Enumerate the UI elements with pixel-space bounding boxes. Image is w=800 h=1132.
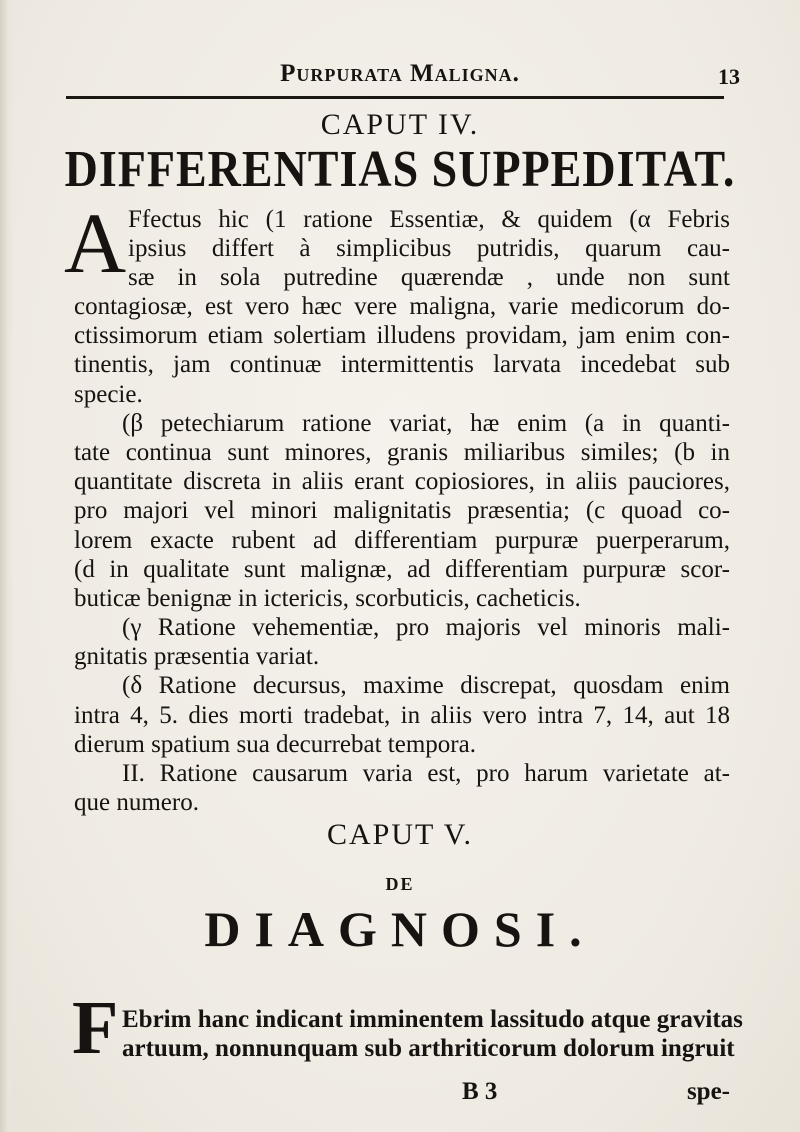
chapter-5-body (122, 1005, 743, 1063)
text-line: ctissimorum etiam solertiam illudens providam, jam enim con- (74, 322, 730, 350)
text-line: dierum spatium sua decurrebat tempora. (74, 730, 476, 758)
text-line: (d in qualitate sunt malignæ, ad differentiam purpuræ scor- (74, 555, 730, 583)
text-line: lorem exacte rubent ad differentiam purpuræ puerperarum, (74, 526, 730, 554)
chapter-5-title: DIAGNOSI. (204, 901, 596, 957)
chapter-4-drop-cap: A (64, 195, 127, 291)
text-line: quantitate discreta in aliis erant copiosiores, in aliis pauciores, (74, 468, 730, 496)
text-line: tinentis, jam continuæ intermittentis larvata incedebat sub (74, 351, 730, 379)
page-number: 13 (718, 64, 740, 89)
text-line: (β petechiarum ratione variat, hæ enim (a in quanti- (122, 409, 730, 437)
text-line: que numero. (74, 789, 199, 817)
text-line: gnitatis præsentia variat. (74, 643, 320, 671)
text-line: intra 4, 5. dies morti tradebat, in aliis vero intra 7, 14, aut 18 (74, 701, 730, 729)
header-rule (66, 96, 724, 99)
text-line: artuum, nonnunquam sub arthriticorum dolorum ingruit (122, 1035, 735, 1063)
page-footer (74, 1078, 730, 1108)
text-line: contagiosæ, est vero hæc vere maligna, varie medicorum do- (74, 293, 730, 320)
chapter-5-heading: CAPUT V. (326, 818, 474, 851)
text-line: (γ Ratione vehementiæ, pro majoris vel minoris mali- (122, 614, 730, 642)
text-line: specie. (74, 380, 143, 408)
chapter-5-drop-cap: F (72, 986, 119, 1070)
text-line: pro majori vel minori malignitatis præsentia; (c quoad co- (74, 497, 730, 525)
running-head-title: Purpurata Maligna. (280, 60, 520, 87)
running-head (0, 60, 800, 92)
chapter-4-heading: CAPUT IV. (320, 108, 480, 141)
text-line: tate continua sunt minores, granis miliaribus similes; (b in (74, 438, 730, 466)
text-line: (δ Ratione decursus, maxime discrepat, quosdam enim (122, 672, 730, 700)
text-line: buticæ benignæ in ictericis, scorbuticis, cacheticis. (74, 584, 581, 612)
text-line: Ffectus hic (1 ratione Essentiæ, & quidem (α Febris (128, 206, 730, 233)
text-line: II. Ratione causarum varia est, pro harum varietate at- (122, 760, 730, 787)
chapter-4-body (74, 292, 730, 817)
catchword: spe- (686, 1078, 730, 1105)
text-line: Ebrim hanc indicant imminentem lassitudo atque gravitas (122, 1006, 743, 1033)
text-line: sæ in sola putredine quærendæ , unde non sunt (128, 264, 730, 292)
chapter-5-de: DE (385, 874, 415, 894)
text-line: ipsius differt à simplicibus putridis, quarum cau- (128, 235, 730, 263)
chapter-4-intro (128, 205, 730, 293)
signature-mark: B 3 (462, 1078, 498, 1105)
chapter-4-title: DIFFERENTIAS SUPPEDITAT. (64, 139, 736, 198)
